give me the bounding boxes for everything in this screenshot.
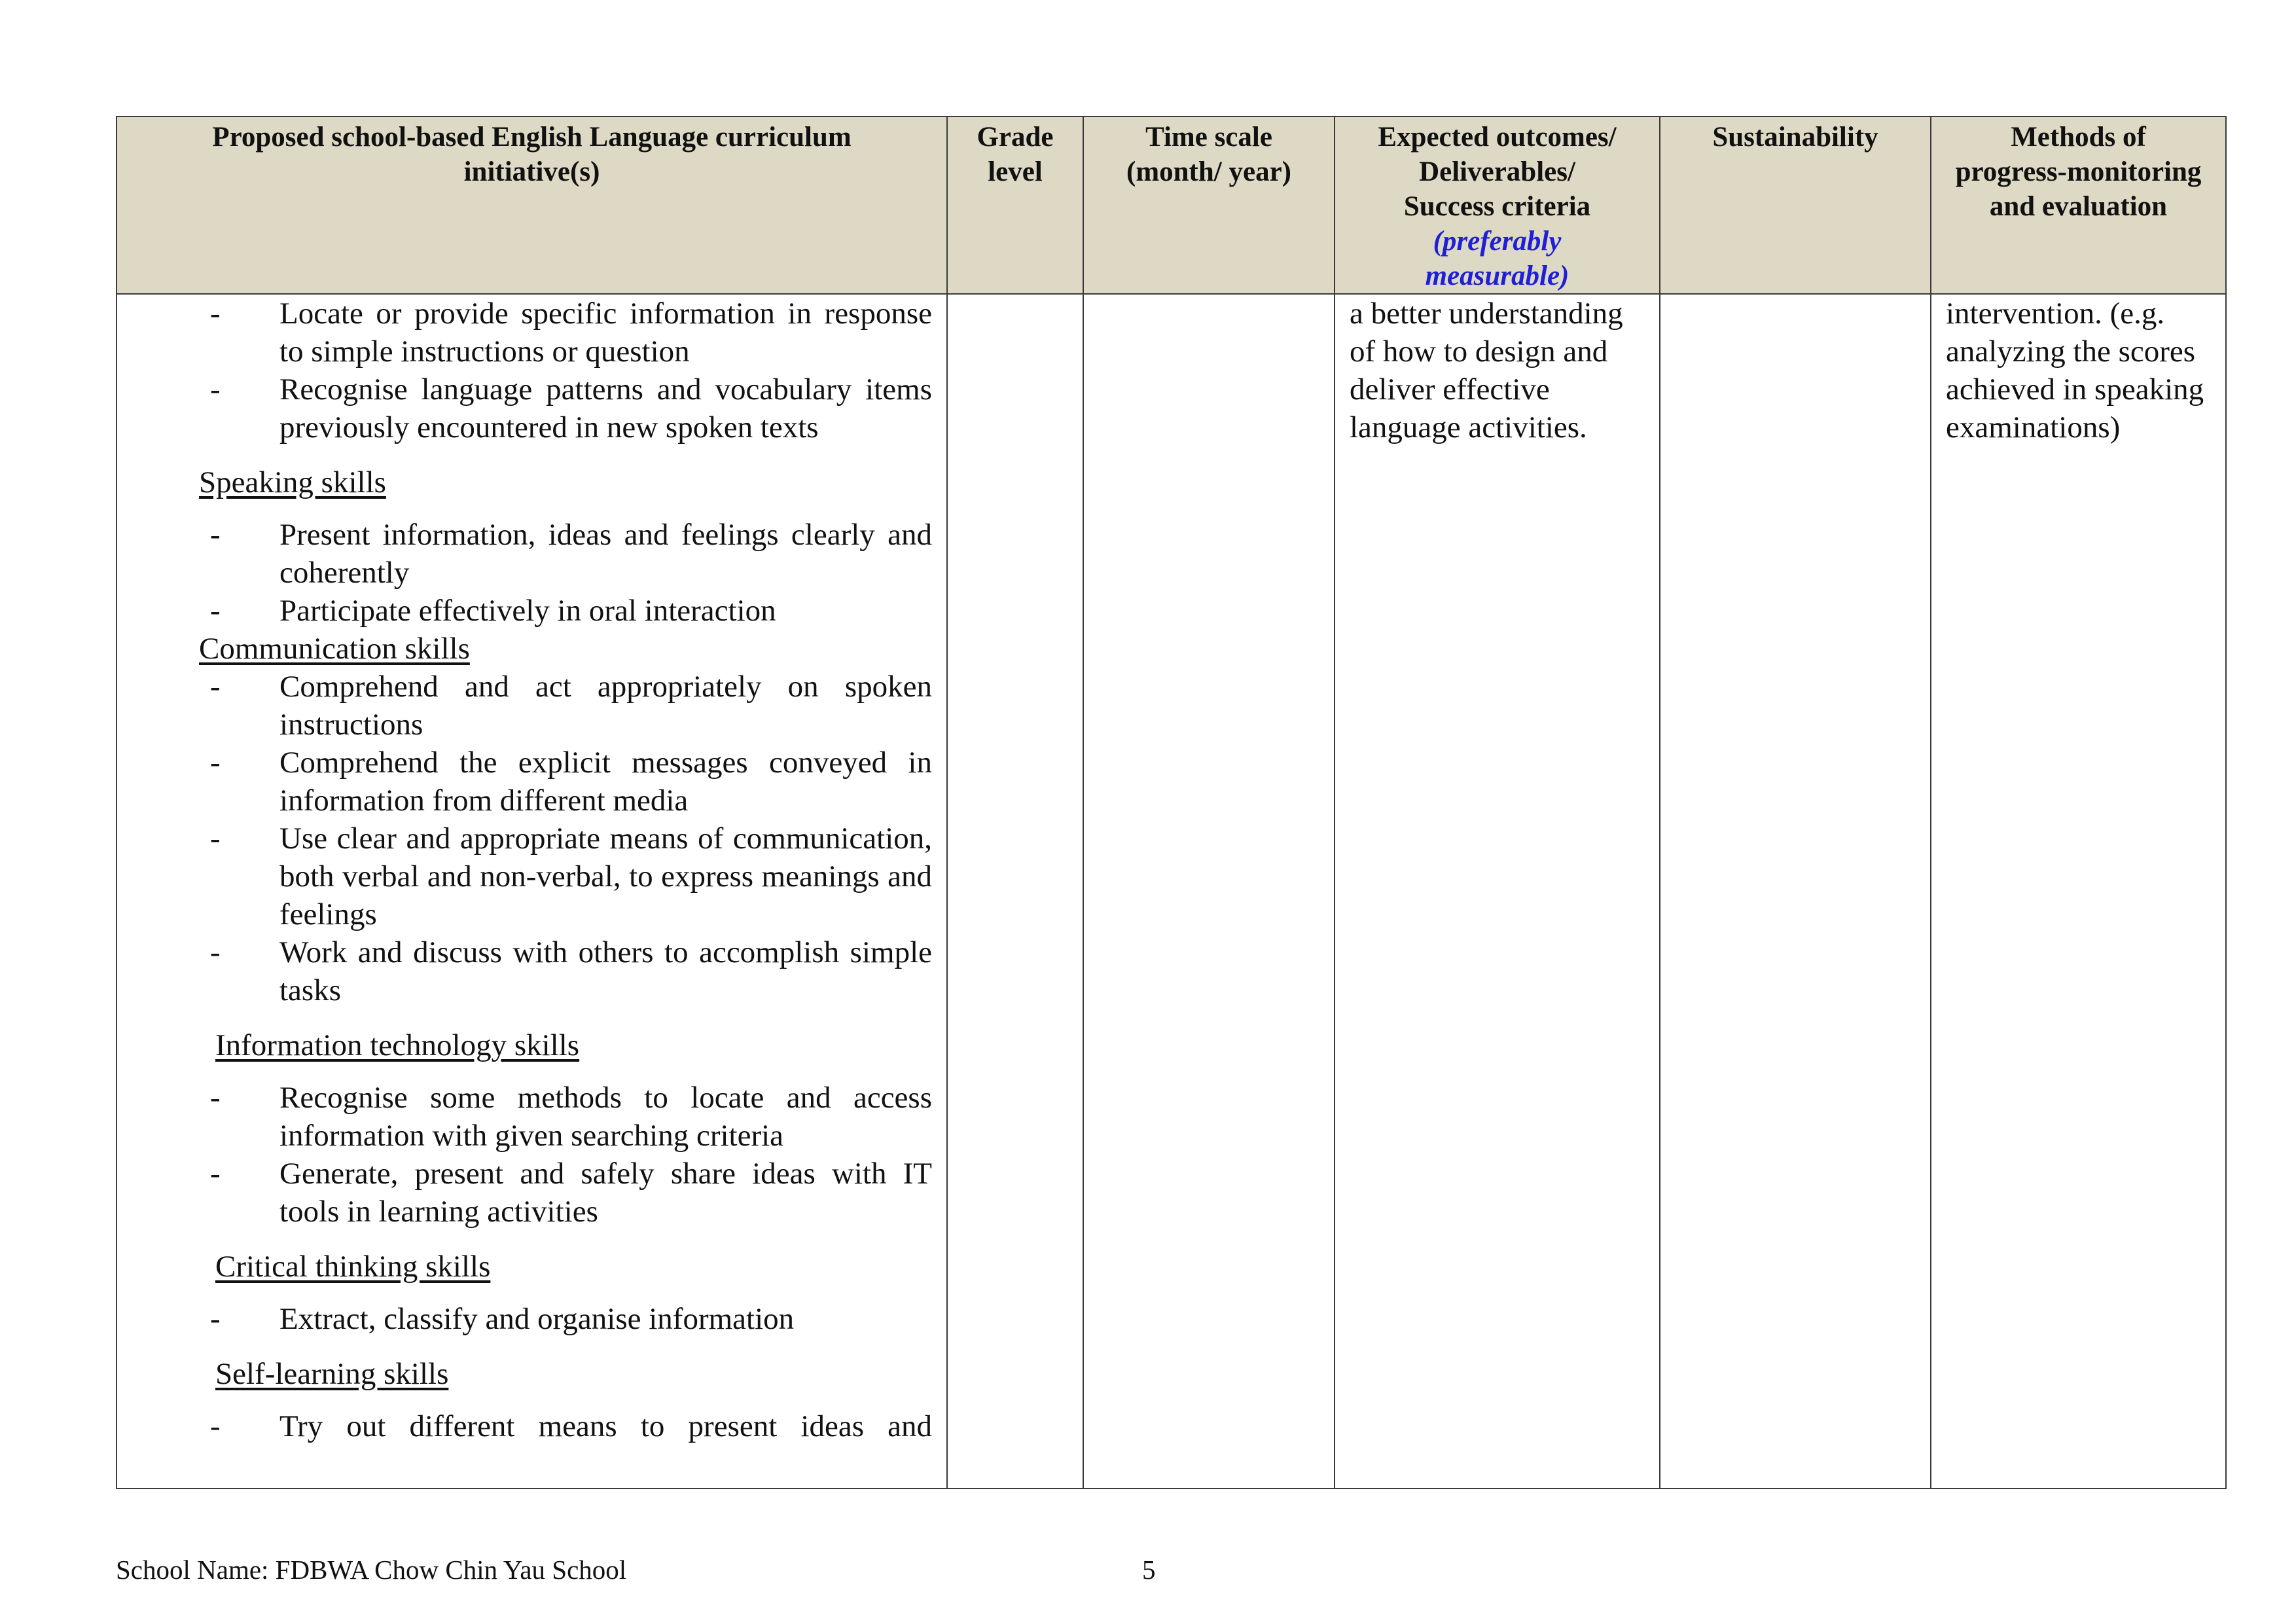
- item-text: Present information, ideas and feelings clearly and coherently: [279, 518, 932, 590]
- item-text: Participate effectively in oral interaction: [279, 594, 776, 628]
- list-item: [117, 744, 932, 820]
- header-initiative-line2: initiative(s): [463, 156, 600, 187]
- header-methods: [1931, 117, 2226, 294]
- bullet-dash: -: [210, 821, 221, 856]
- outcomes-cell: [1335, 294, 1660, 1489]
- bullet-dash: -: [210, 670, 221, 704]
- table-row: [117, 294, 2226, 1489]
- bullet-dash: -: [210, 1409, 221, 1443]
- sustainability-cell: [1660, 294, 1931, 1489]
- list-item: [117, 1079, 932, 1155]
- footer-school-name: School Name: FDBWA Chow Chin Yau School: [116, 1555, 627, 1585]
- header-time-line2: (month/ year): [1126, 156, 1291, 187]
- methods-cell: [1931, 294, 2226, 1489]
- bullet-dash: -: [210, 1157, 221, 1191]
- item-text: Extract, classify and organise information: [279, 1302, 795, 1336]
- item-text: Try out different means to present ideas and: [279, 1409, 932, 1443]
- it-heading: Information technology skills: [215, 1028, 580, 1062]
- item-text: Generate, present and safely share ideas with IT tools in learning activities: [279, 1157, 932, 1229]
- item-text: Locate or provide specific information in response to simple instructions or question: [279, 297, 932, 369]
- methods-text: intervention. (e.g. analyzing the scores achieved in speaking examinations): [1946, 297, 2204, 444]
- bullet-dash: -: [210, 518, 221, 552]
- item-text: Work and discuss with others to accomplish simple tasks: [279, 935, 932, 1007]
- item-text: Comprehend the explicit messages conveyed in information from different media: [279, 746, 932, 818]
- header-grade-line2: level: [988, 156, 1043, 187]
- list-item: [117, 1407, 932, 1445]
- bullet-dash: -: [210, 594, 221, 628]
- list-item: [117, 592, 932, 630]
- list-item: [117, 1155, 932, 1231]
- self-learning-heading: Self-learning skills: [215, 1357, 449, 1391]
- list-item: [117, 933, 932, 1009]
- header-time-scale: [1083, 117, 1335, 294]
- header-initiative-line1: Proposed school-based English Language curriculum: [212, 122, 852, 153]
- header-initiative: [117, 117, 947, 294]
- header-methods-line1: Methods of: [2011, 122, 2146, 153]
- header-outcomes-note2: measurable): [1425, 261, 1570, 291]
- header-sustainability-label: Sustainability: [1712, 122, 1878, 153]
- outcome-text: a better understanding of how to design and deliver effective language activities.: [1350, 297, 1623, 444]
- bullet-dash: -: [210, 746, 221, 780]
- list-item: [117, 668, 932, 744]
- list-item: [117, 370, 932, 446]
- header-sustainability: [1660, 117, 1931, 294]
- grade-cell: [947, 294, 1083, 1489]
- header-outcomes-line1: Expected outcomes/: [1378, 122, 1617, 153]
- item-text: Recognise some methods to locate and access information with given searching criteria: [279, 1081, 932, 1153]
- initiative-cell: [117, 294, 947, 1489]
- item-text: Comprehend and act appropriately on spoken instructions: [279, 670, 932, 742]
- bullet-dash: -: [210, 1302, 221, 1336]
- page-number: 5: [1142, 1555, 1156, 1585]
- bullet-dash: -: [210, 372, 221, 406]
- bullet-dash: -: [210, 1081, 221, 1115]
- list-item: [117, 1300, 932, 1338]
- communication-heading: Communication skills: [199, 632, 470, 666]
- header-methods-line3: and evaluation: [1989, 191, 2168, 222]
- header-time-line1: Time scale: [1145, 122, 1272, 153]
- header-outcomes-line2: Deliverables/: [1419, 156, 1575, 187]
- header-grade-line1: Grade: [977, 122, 1054, 153]
- header-grade: [947, 117, 1083, 294]
- speaking-heading: Speaking skills: [199, 465, 386, 499]
- critical-heading: Critical thinking skills: [215, 1250, 491, 1284]
- item-text: Use clear and appropriate means of communication, both verbal and non-verbal, to express meanings and feelings: [279, 821, 932, 931]
- header-methods-line2: progress-monitoring: [1955, 156, 2202, 187]
- list-item: [117, 516, 932, 592]
- curriculum-table: [116, 116, 2227, 1489]
- item-text: Recognise language patterns and vocabulary items previously encountered in new spoken texts: [279, 372, 932, 444]
- bullet-dash: -: [210, 297, 221, 331]
- list-item: [117, 295, 932, 370]
- header-expected-outcomes: [1335, 117, 1660, 294]
- list-item: [117, 820, 932, 933]
- time-scale-cell: [1083, 294, 1335, 1489]
- table-header-row: [117, 117, 2226, 294]
- header-outcomes-line3: Success criteria: [1403, 191, 1591, 222]
- bullet-dash: -: [210, 935, 221, 969]
- header-outcomes-note1: (preferably: [1433, 226, 1562, 257]
